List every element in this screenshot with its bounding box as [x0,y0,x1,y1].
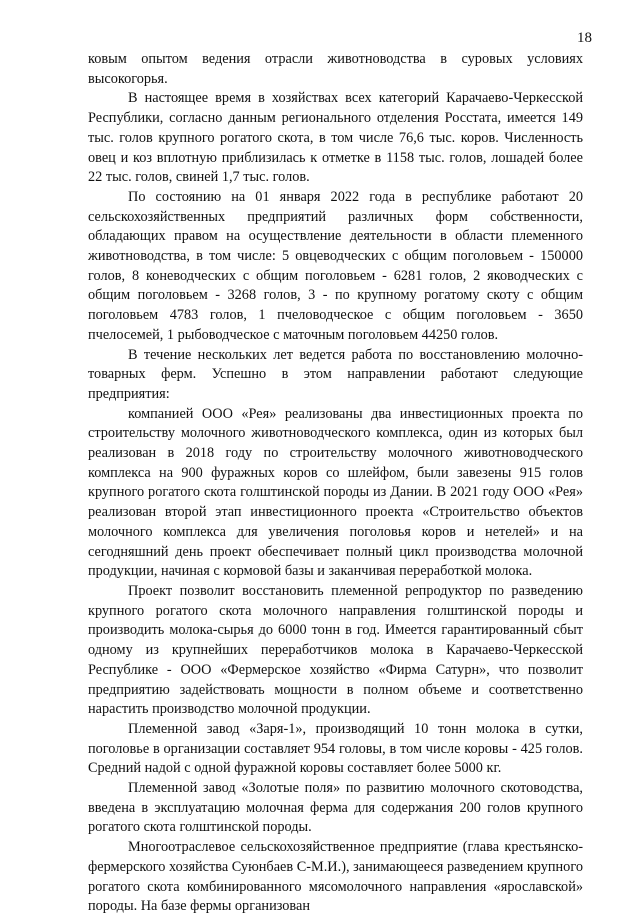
paragraph-livestock-count: В настоящее время в хозяйствах всех категорий Карачаево-Черкесской Республики, согласно данным регионального отделения Росстата, имеется 149 тыс. голов крупного рогатого скота, в том числе 76,6 тыс. коров. Численность овец и коз вплотную приблизилась к отметке в 1158 тыс. голов, лошадей более 22 тыс. голов, свиней 1,7 тыс. голов. [88,90,583,186]
page-number: 18 [577,30,592,46]
document-body [88,50,583,917]
paragraph-project-goals: Проект позволит восстановить племенной репродуктор по разведению крупного рогатого скота молочного направления голштинской породы и производить молока-сырья до 6000 тонн в год. Имеется гарантированный сбыт одному из крупнейших переработчиков молока в Карачаево-Черкесской Республике - ООО «Фермерское хозяйство «Фирма Сатурн», что позволит предприятию задействовать мощности в полном объеме и соответственно нарастить производство молочной продукции. [88,582,583,718]
paragraph-breeding-enterprises: По состоянию на 01 января 2022 года в республике работают 20 сельскохозяйственных предприятий различных форм собственности, обладающих правом на осуществление деятельности в области племенного животноводства, в том числе: 5 овцеводческих с общим поголовьем - 150000 голов, 8 коневодческих с общим поголовьем - 6281 голов, 2 яководческих с общим поголовьем - 3268 голов, 3 - по крупному рогатому скоту с общим поголовьем 4783 голов, 1 пчеловодческое с общим поголовьем - 3650 пчелосемей, 1 рыбоводческое с маточным поголовьем 44250 голов. [88,188,583,343]
paragraph-dairy-farms-intro: В течение нескольких лет ведется работа по восстановлению молочно-товарных ферм. Успешно в этом направлении работают следующие предприятия: [88,346,583,402]
paragraph-continuation: ковым опытом ведения отрасли животноводства в суровых условиях высокогорья. [88,51,583,87]
paragraph-multibranch-enterprise: Многоотраслевое сельскохозяйственное предприятие (глава крестьянско-фермерского хозяйства Суюнбаев С-М.И.), занимающееся разведением крупного рогатого скота комбинированного мясомолочного направления «ярославской» породы. На базе фермы организован [88,839,583,915]
paragraph-zolotye-polya: Племенной завод «Золотые поля» по развитию молочного скотоводства, введена в эксплуатацию молочная ферма для содержания 200 голов крупного рогатого скота голштинской породы. [88,780,583,836]
paragraph-rea-projects: компанией ООО «Рея» реализованы два инвестиционных проекта по строительству молочного животноводческого комплекса, один из которых был реализован в 2018 году по строительству молочного животноводческого комплекса на 900 фуражных коров со шлейфом, были завезены 915 голов крупного рогатого скота голштинской породы из Дании. В 2021 году ООО «Рея» реализован второй этап инвестиционного проекта «Строительство объектов молочного комплекса для увеличения поголовья коров и нетелей» и на сегодняшний день проект обеспечивает полный цикл производства молочной продукции, начиная с кормовой базы и заканчивая переработкой молока. [88,405,583,580]
paragraph-zarya-1: Племенной завод «Заря-1», производящий 10 тонн молока в сутки, поголовье в организации составляет 954 головы, в том числе коровы - 425 голов. Средний надой с одной фуражной коровы составляет более 5000 кг. [88,720,583,777]
